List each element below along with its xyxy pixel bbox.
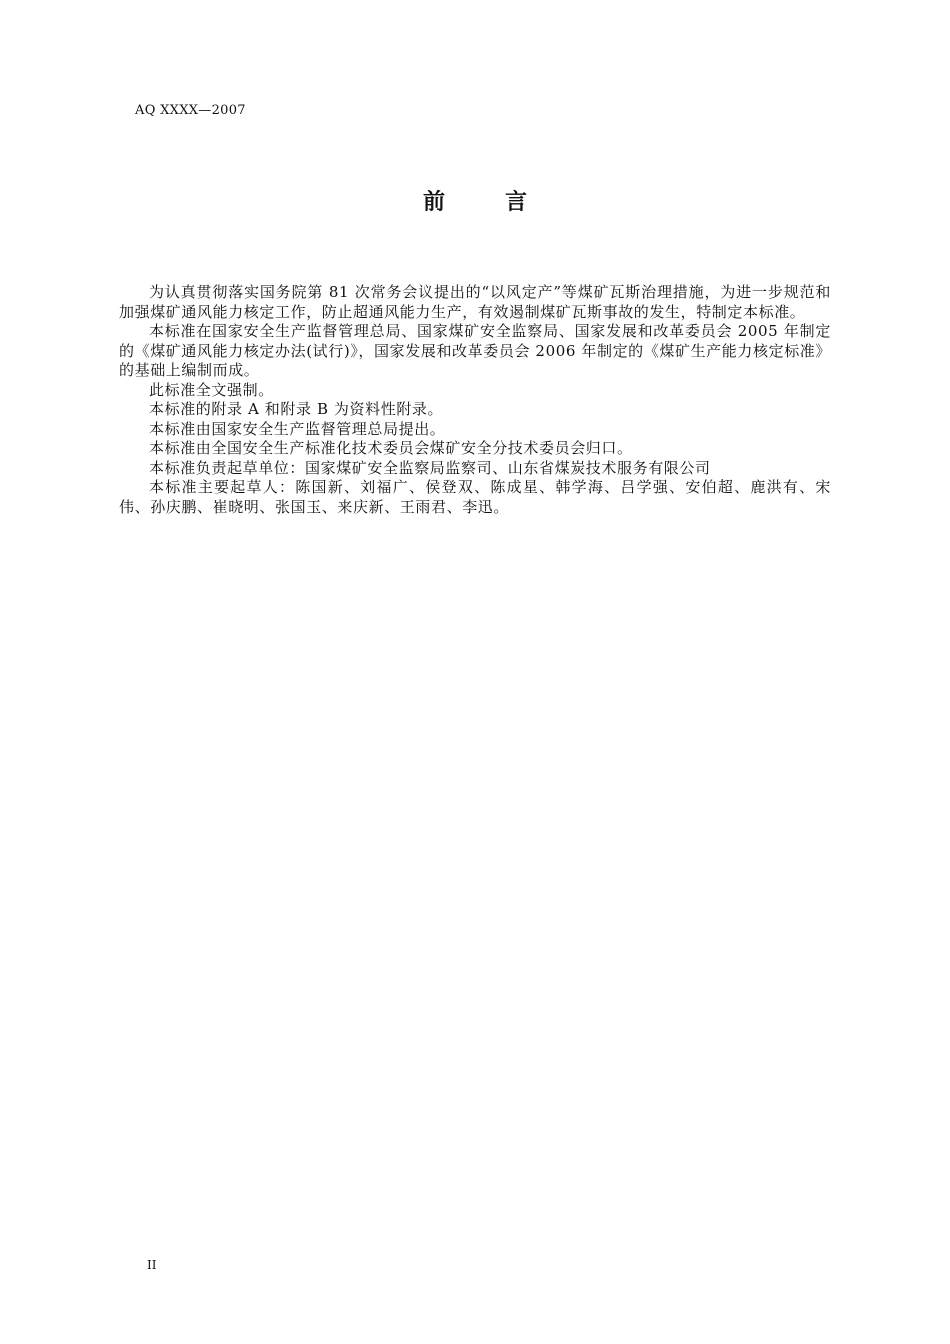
standard-code: AQ XXXX—2007 — [135, 103, 246, 118]
paragraph-centralized-by: 本标准由全国安全生产标准化技术委员会煤矿安全分技术委员会归口。 — [149, 439, 633, 457]
paragraph-proposed-by: 本标准由国家安全生产监督管理总局提出。 — [149, 419, 446, 438]
paragraph-drafters: 本标准主要起草人：陈国新、刘福广、侯登双、陈成星、韩学海、吕学强、安伯超、鹿洪有、宋伟、孙庆鹏、崔晓明、张国玉、来庆新、王雨君、李迅。 — [119, 478, 831, 516]
page-number: II — [147, 1258, 157, 1272]
paragraph-drafting-units: 本标准负责起草单位：国家煤矿安全监察局监察司、山东省煤炭技术服务有限公司 — [149, 458, 711, 477]
paragraph-basis: 本标准在国家安全生产监督管理总局、国家煤矿安全监察局、国家发展和改革委员会 2005 年制定的《煤矿通风能力核定办法(试行)》，国家发展和改革委员会 2006 年制定的《煤矿生产能力核定标准》的基础上编制而成。 — [119, 322, 831, 379]
paragraph-purpose: 为认真贯彻落实国务院第 81 次常务会议提出的“以风定产”等煤矿瓦斯治理措施，为进一步规范和加强煤矿通风能力核定工作，防止超通风能力生产，有效遏制煤矿瓦斯事故的发生，特制定本标准。 — [119, 283, 831, 321]
foreword-body — [119, 283, 831, 517]
paragraph-appendix: 本标准的附录 A 和附录 B 为资料性附录。 — [149, 400, 444, 418]
paragraph-mandatory: 此标准全文强制。 — [149, 380, 274, 399]
page-title: 前言 — [422, 190, 587, 215]
